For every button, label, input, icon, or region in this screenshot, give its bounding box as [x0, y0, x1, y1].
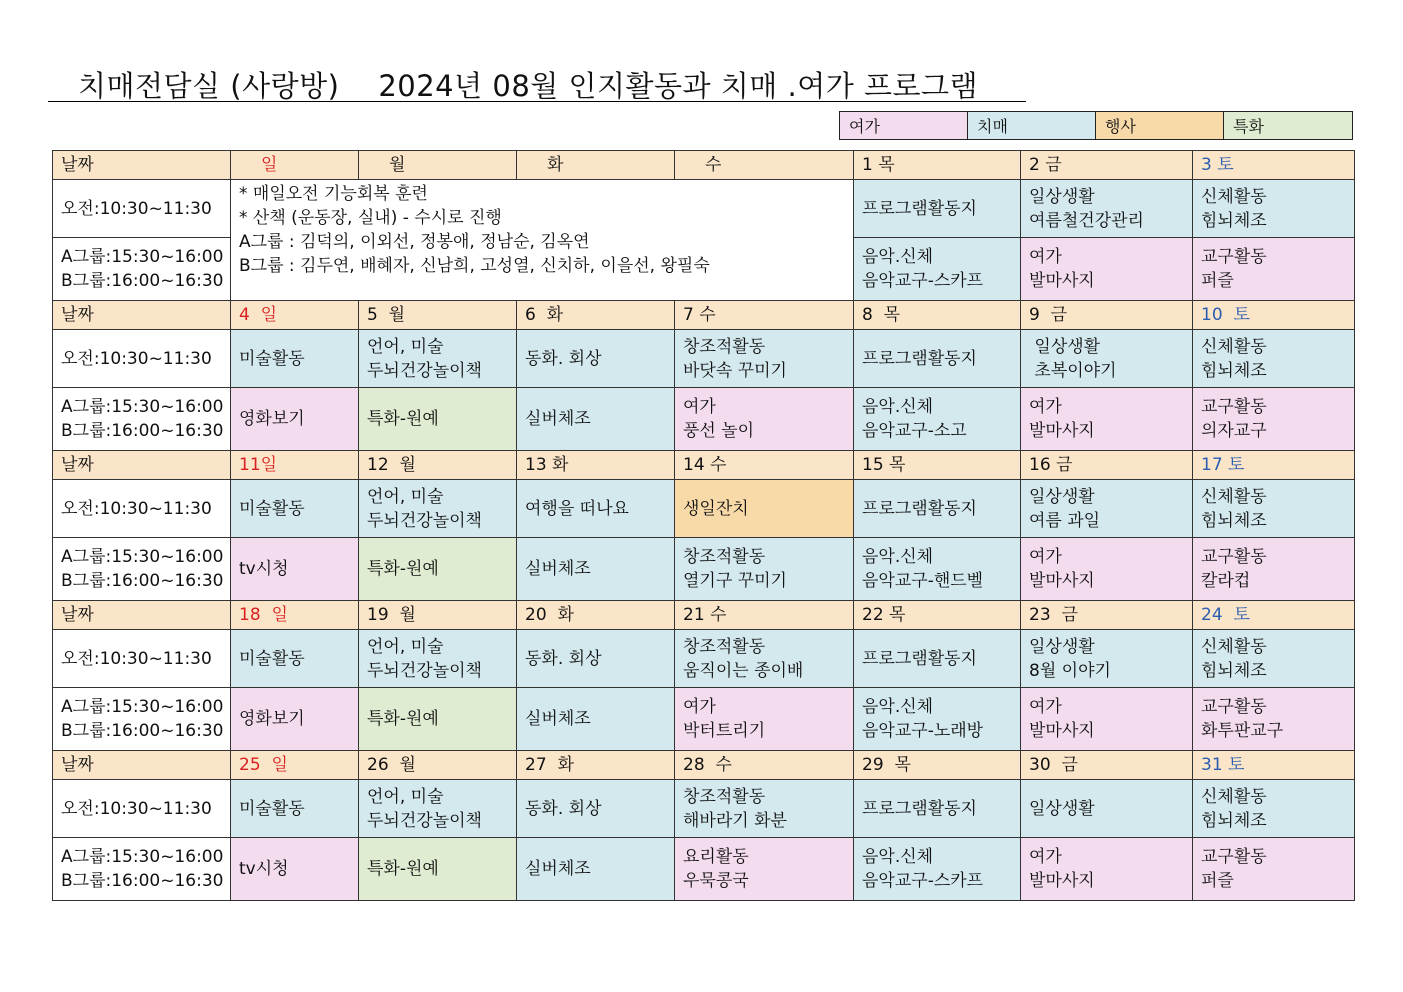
activity-cell [231, 688, 359, 751]
activity-text: 힘뇌체조 [1201, 660, 1267, 681]
date-row-label: 날짜 [53, 601, 231, 630]
activity-cell [854, 630, 1021, 688]
activity-text: 음악.신체 [862, 397, 934, 417]
activity-cell [854, 180, 1021, 238]
activity-cell [231, 538, 359, 601]
day-header: 화 [517, 151, 675, 180]
activity-text: 언어, 미술 [367, 486, 444, 507]
activity-text: 여행을 떠나요 [525, 498, 629, 519]
activity-cell [675, 780, 854, 838]
am-row [53, 330, 1355, 388]
page-title: 치매전담실 (사랑방) 2024년 08월 인지활동과 치매 .여가 프로그램 [78, 69, 979, 103]
day-header: 18 일 [231, 601, 359, 630]
group-a-time: A그룹:15:30~16:00 [61, 397, 224, 417]
day-header: 4 일 [231, 301, 359, 330]
activity-cell [675, 838, 854, 901]
notice-box [231, 180, 854, 301]
activity-text: 특화-원예 [367, 559, 439, 579]
activity-text: 발마사지 [1029, 421, 1095, 441]
activity-text: tv시청 [239, 559, 289, 579]
activity-text: 프로그램활동지 [862, 648, 977, 669]
activity-cell [359, 838, 517, 901]
title-underline [48, 101, 1026, 102]
activity-cell [517, 780, 675, 838]
activity-cell [1021, 330, 1193, 388]
activity-text: 초복이야기 [1029, 360, 1117, 381]
day-header: 6 화 [517, 301, 675, 330]
pm-row [53, 688, 1355, 751]
group-b-time: B그룹:16:00~16:30 [61, 271, 224, 291]
day-header: 19 월 [359, 601, 517, 630]
activity-text: 칼라컵 [1201, 571, 1251, 591]
activity-text: 프로그램활동지 [862, 498, 977, 519]
activity-cell [1193, 480, 1355, 538]
activity-text: 음악교구-노래방 [862, 721, 984, 741]
date-row-label: 날짜 [53, 301, 231, 330]
activity-text: 신체활동 [1201, 336, 1267, 357]
am-time-label: 오전:10:30~11:30 [53, 480, 231, 538]
day-header: 17 토 [1193, 451, 1355, 480]
date-header-row [53, 451, 1355, 480]
activity-cell [231, 480, 359, 538]
activity-cell [1021, 688, 1193, 751]
activity-text: 8월 이야기 [1029, 660, 1111, 681]
group-b-time: B그룹:16:00~16:30 [61, 871, 224, 891]
day-header: 25 일 [231, 751, 359, 780]
activity-cell [675, 630, 854, 688]
activity-text: 교구활동 [1201, 697, 1267, 717]
activity-cell [517, 480, 675, 538]
activity-cell [359, 780, 517, 838]
day-header: 7 수 [675, 301, 854, 330]
day-header: 30 금 [1021, 751, 1193, 780]
activity-text: 신체활동 [1201, 486, 1267, 507]
am-time-label: 오전:10:30~11:30 [53, 780, 231, 838]
activity-cell [517, 538, 675, 601]
activity-text: 언어, 미술 [367, 636, 444, 657]
activity-cell [1193, 330, 1355, 388]
activity-cell [675, 480, 854, 538]
activity-cell [1021, 630, 1193, 688]
activity-text: 특화-원예 [367, 409, 439, 429]
activity-text: 언어, 미술 [367, 336, 444, 357]
activity-cell [1021, 238, 1193, 301]
legend [839, 111, 1353, 140]
legend-yeoga: 여가 [840, 112, 968, 140]
activity-text: 두뇌건강놀이책 [367, 660, 482, 681]
activity-text: 동화. 회상 [525, 648, 602, 669]
group-a-time: A그룹:15:30~16:00 [61, 697, 224, 717]
activity-text: 미술활동 [239, 648, 305, 669]
activity-text: 발마사지 [1029, 871, 1095, 891]
activity-text: 미술활동 [239, 498, 305, 519]
activity-text: 퍼즐 [1201, 271, 1234, 291]
day-header: 9 금 [1021, 301, 1193, 330]
day-header: 26 월 [359, 751, 517, 780]
activity-text: 발마사지 [1029, 721, 1095, 741]
activity-text: 두뇌건강놀이책 [367, 360, 482, 381]
day-header: 월 [359, 151, 517, 180]
pm-row [53, 838, 1355, 901]
activity-cell [854, 480, 1021, 538]
day-header: 1 목 [854, 151, 1021, 180]
activity-cell [359, 480, 517, 538]
activity-cell [675, 688, 854, 751]
notice-line: A그룹 : 김덕의, 이외선, 정봉애, 정남순, 김옥연 [239, 232, 590, 252]
pm-row [53, 388, 1355, 451]
activity-text: 창조적활동 [683, 547, 766, 567]
date-row-label: 날짜 [53, 751, 231, 780]
am-time-label: 오전:10:30~11:30 [53, 330, 231, 388]
activity-text: 음악교구-핸드벨 [862, 571, 984, 591]
activity-cell [231, 780, 359, 838]
activity-cell [1021, 780, 1193, 838]
activity-cell [1193, 780, 1355, 838]
legend-chimae: 치매 [968, 112, 1096, 140]
date-header-row [53, 301, 1355, 330]
activity-cell [359, 538, 517, 601]
group-a-time: A그룹:15:30~16:00 [61, 847, 224, 867]
day-header: 23 금 [1021, 601, 1193, 630]
activity-text: 음악.신체 [862, 247, 934, 267]
activity-text: 교구활동 [1201, 547, 1267, 567]
activity-cell [675, 388, 854, 451]
activity-cell [854, 330, 1021, 388]
pm-time-label [53, 238, 231, 301]
activity-cell [1021, 838, 1193, 901]
activity-cell [517, 688, 675, 751]
activity-text: 퍼즐 [1201, 871, 1234, 891]
activity-text: 신체활동 [1201, 186, 1267, 207]
activity-text: 교구활동 [1201, 847, 1267, 867]
activity-text: 바닷속 꾸미기 [683, 360, 787, 381]
group-b-time: B그룹:16:00~16:30 [61, 421, 224, 441]
activity-text: 프로그램활동지 [862, 348, 977, 369]
activity-text: 음악교구-소고 [862, 421, 967, 441]
activity-text: 프로그램활동지 [862, 198, 977, 219]
pm-time-label [53, 388, 231, 451]
activity-text: 움직이는 종이배 [683, 660, 804, 681]
pm-time-label [53, 538, 231, 601]
pm-row [53, 538, 1355, 601]
activity-cell [1193, 538, 1355, 601]
day-header: 27 화 [517, 751, 675, 780]
date-row-label: 날짜 [53, 151, 231, 180]
day-header: 16 금 [1021, 451, 1193, 480]
date-header-row [53, 751, 1355, 780]
activity-text: 여가 [1029, 247, 1062, 267]
activity-text: 여가 [683, 697, 716, 717]
activity-text: 창조적활동 [683, 786, 766, 807]
date-header-row [53, 151, 1355, 180]
activity-cell [231, 630, 359, 688]
activity-text: 음악.신체 [862, 847, 934, 867]
activity-cell [854, 538, 1021, 601]
activity-text: 동화. 회상 [525, 798, 602, 819]
day-header: 24 토 [1193, 601, 1355, 630]
activity-cell [1193, 238, 1355, 301]
activity-cell [1021, 480, 1193, 538]
activity-cell [675, 330, 854, 388]
pm-time-label [53, 688, 231, 751]
activity-text: 의자교구 [1201, 421, 1267, 441]
activity-text: 교구활동 [1201, 397, 1267, 417]
activity-text: 언어, 미술 [367, 786, 444, 807]
activity-text: 두뇌건강놀이책 [367, 510, 482, 531]
activity-text: 실버체조 [525, 709, 591, 729]
activity-text: 음악.신체 [862, 697, 934, 717]
activity-cell [359, 688, 517, 751]
activity-text: 해바라기 화분 [683, 810, 787, 831]
activity-text: 실버체조 [525, 559, 591, 579]
day-header: 21 수 [675, 601, 854, 630]
activity-cell [1193, 688, 1355, 751]
activity-text: 신체활동 [1201, 636, 1267, 657]
day-header: 31 토 [1193, 751, 1355, 780]
date-row-label: 날짜 [53, 451, 231, 480]
activity-cell [854, 780, 1021, 838]
day-header: 일 [231, 151, 359, 180]
activity-text: 미술활동 [239, 798, 305, 819]
group-a-time: A그룹:15:30~16:00 [61, 247, 224, 267]
activity-cell [231, 330, 359, 388]
day-header: 10 토 [1193, 301, 1355, 330]
activity-text: 힘뇌체조 [1201, 810, 1267, 831]
activity-text: 특화-원예 [367, 709, 439, 729]
day-header: 8 목 [854, 301, 1021, 330]
activity-cell [1021, 180, 1193, 238]
activity-text: 여름철건강관리 [1029, 210, 1144, 231]
am-time-label: 오전:10:30~11:30 [53, 180, 231, 238]
activity-cell [1193, 388, 1355, 451]
day-header: 13 화 [517, 451, 675, 480]
activity-text: 일상생활 [1029, 798, 1095, 819]
notice-line: * 산책 (운동장, 실내) - 수시로 진행 [239, 208, 502, 228]
day-header: 11일 [231, 451, 359, 480]
activity-text: 풍선 놀이 [683, 421, 755, 441]
activity-text: 신체활동 [1201, 786, 1267, 807]
activity-cell [1193, 630, 1355, 688]
activity-text: 여가 [1029, 397, 1062, 417]
day-header: 15 목 [854, 451, 1021, 480]
activity-cell [231, 388, 359, 451]
activity-text: 실버체조 [525, 859, 591, 879]
activity-text: 동화. 회상 [525, 348, 602, 369]
activity-text: 힘뇌체조 [1201, 210, 1267, 231]
notice-line: * 매일오전 기능회복 훈련 [239, 184, 428, 204]
activity-cell [517, 330, 675, 388]
activity-cell [1021, 538, 1193, 601]
activity-text: 열기구 꾸미기 [683, 571, 787, 591]
activity-text: 두뇌건강놀이책 [367, 810, 482, 831]
day-header: 3 토 [1193, 151, 1355, 180]
activity-text: 특화-원예 [367, 859, 439, 879]
day-header: 수 [675, 151, 854, 180]
activity-text: 힘뇌체조 [1201, 360, 1267, 381]
activity-text: 여가 [1029, 847, 1062, 867]
activity-text: 음악교구-스카프 [862, 271, 984, 291]
activity-text: 미술활동 [239, 348, 305, 369]
activity-text: 일상생활 [1029, 486, 1095, 507]
activity-text: 창조적활동 [683, 636, 766, 657]
activity-text: 여가 [683, 397, 716, 417]
activity-text: 여가 [1029, 547, 1062, 567]
activity-text: 힘뇌체조 [1201, 510, 1267, 531]
day-header: 20 화 [517, 601, 675, 630]
activity-cell [1193, 180, 1355, 238]
day-header: 12 월 [359, 451, 517, 480]
notice-line: B그룹 : 김두연, 배혜자, 신남희, 고성열, 신치하, 이을선, 왕필숙 [239, 256, 710, 276]
activity-cell [854, 238, 1021, 301]
group-b-time: B그룹:16:00~16:30 [61, 571, 224, 591]
activity-text: 여름 과일 [1029, 510, 1101, 531]
day-header: 28 수 [675, 751, 854, 780]
day-header: 22 목 [854, 601, 1021, 630]
am-row [53, 630, 1355, 688]
date-header-row [53, 601, 1355, 630]
pm-time-label [53, 838, 231, 901]
activity-text: 생일잔치 [683, 498, 749, 519]
day-header: 14 수 [675, 451, 854, 480]
day-header: 2 금 [1021, 151, 1193, 180]
legend-event: 행사 [1096, 112, 1224, 140]
am-row [53, 480, 1355, 538]
activity-cell [517, 838, 675, 901]
group-b-time: B그룹:16:00~16:30 [61, 721, 224, 741]
activity-cell [854, 838, 1021, 901]
activity-cell [1193, 838, 1355, 901]
activity-cell [517, 630, 675, 688]
activity-text: 박터트리기 [683, 721, 766, 741]
am-row [53, 180, 1355, 238]
activity-cell [1021, 388, 1193, 451]
activity-cell [359, 388, 517, 451]
activity-cell [517, 388, 675, 451]
activity-text: 음악.신체 [862, 547, 934, 567]
am-time-label: 오전:10:30~11:30 [53, 630, 231, 688]
activity-text: 실버체조 [525, 409, 591, 429]
activity-cell [359, 630, 517, 688]
activity-text: 창조적활동 [683, 336, 766, 357]
day-header: 5 월 [359, 301, 517, 330]
activity-text: 발마사지 [1029, 571, 1095, 591]
activity-cell [854, 688, 1021, 751]
legend-teukhwa: 특화 [1224, 112, 1353, 140]
activity-text: 일상생활 [1029, 336, 1101, 357]
activity-cell [854, 388, 1021, 451]
activity-text: 교구활동 [1201, 247, 1267, 267]
group-a-time: A그룹:15:30~16:00 [61, 547, 224, 567]
activity-text: 요리활동 [683, 847, 749, 867]
activity-text: 일상생활 [1029, 186, 1095, 207]
activity-text: 영화보기 [239, 409, 305, 429]
activity-text: 여가 [1029, 697, 1062, 717]
activity-text: 발마사지 [1029, 271, 1095, 291]
am-row [53, 780, 1355, 838]
day-header: 29 목 [854, 751, 1021, 780]
activity-text: 우묵콩국 [683, 871, 749, 891]
activity-cell [359, 330, 517, 388]
activity-text: 영화보기 [239, 709, 305, 729]
activity-text: 프로그램활동지 [862, 798, 977, 819]
activity-text: 일상생활 [1029, 636, 1095, 657]
activity-cell [231, 838, 359, 901]
activity-cell [675, 538, 854, 601]
schedule-table [52, 150, 1355, 901]
activity-text: tv시청 [239, 859, 289, 879]
activity-text: 화투판교구 [1201, 721, 1284, 741]
activity-text: 음악교구-스카프 [862, 871, 984, 891]
